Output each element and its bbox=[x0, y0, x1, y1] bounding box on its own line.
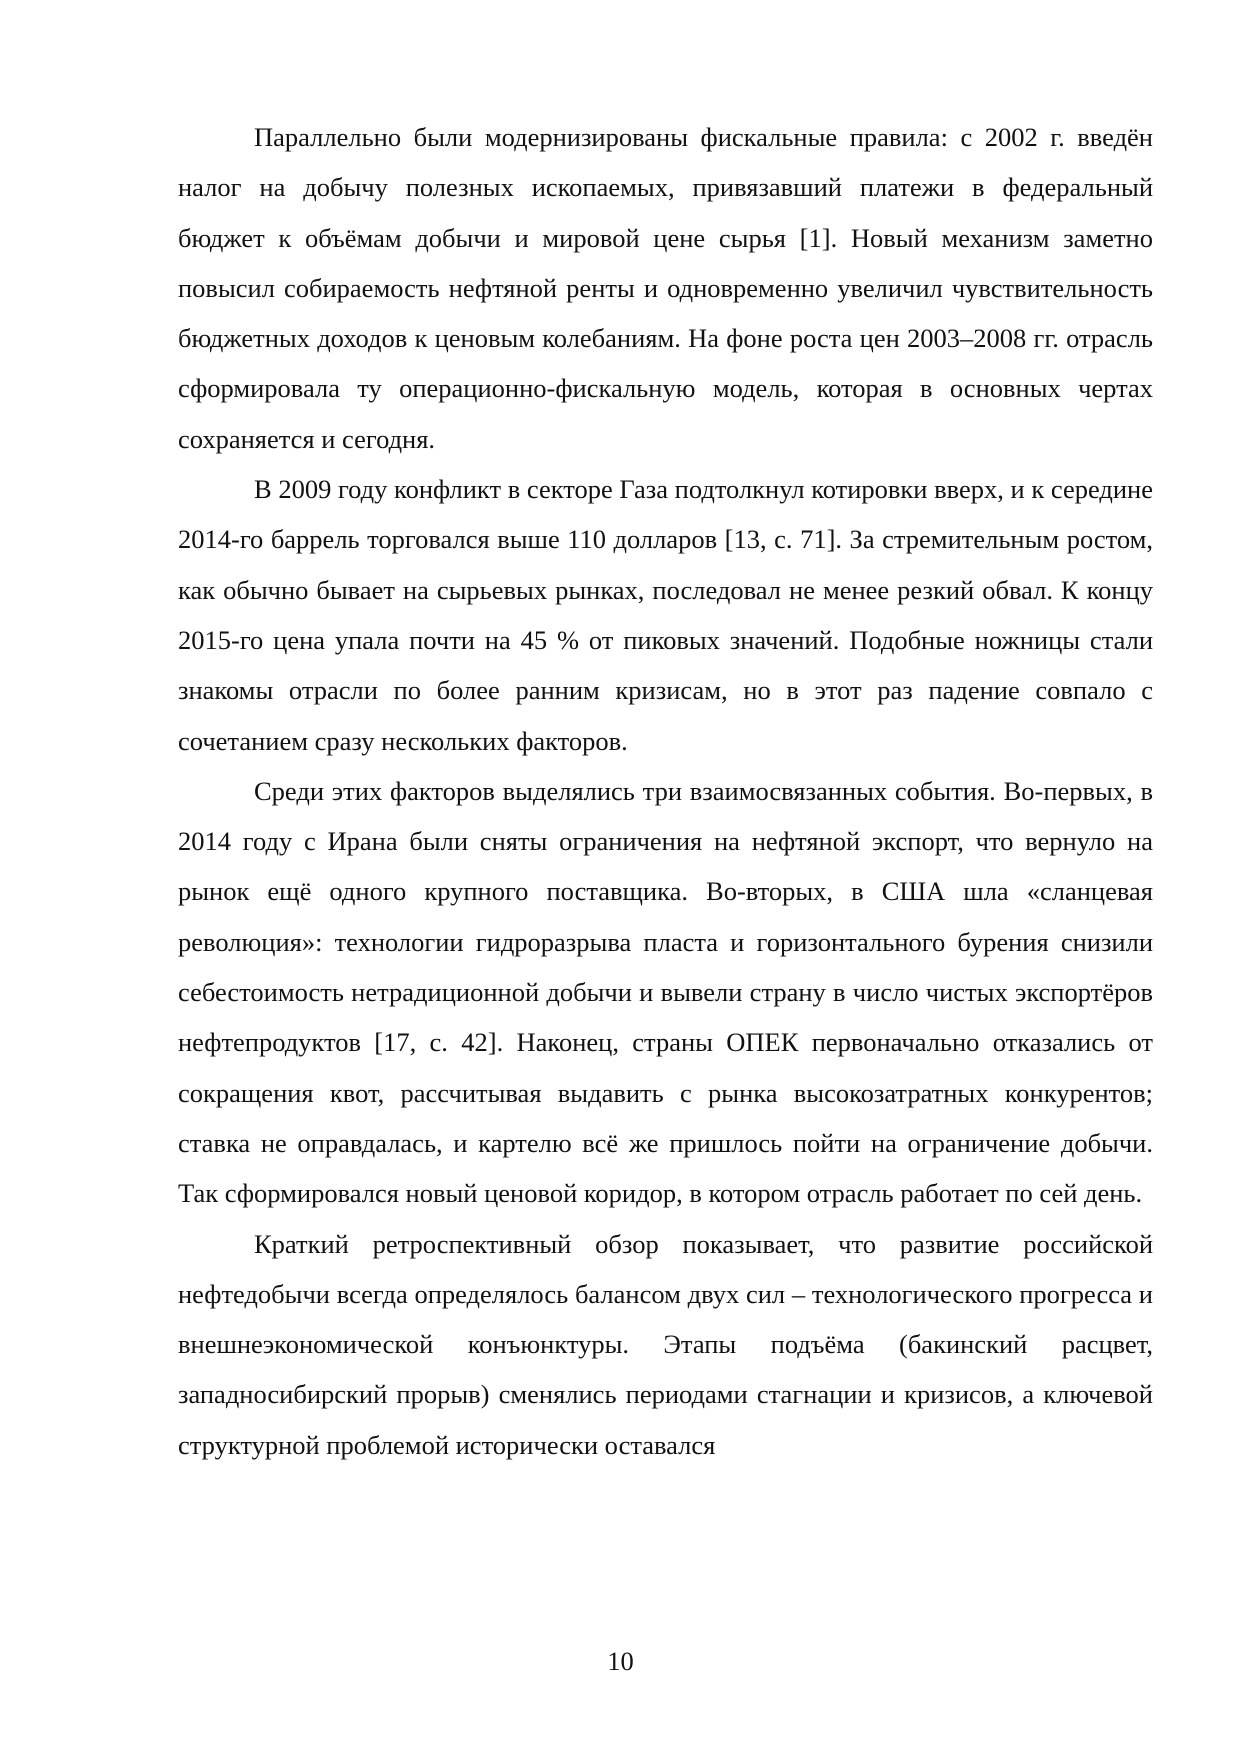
paragraph-price-collapse: В 2009 году конфликт в секторе Газа подтолкнул котировки вверх, и к середине 2014-го баррель торговался выше 110 долларов [13, с. 71]. За стремительным ростом, как обычно бывает на сырьевых рынках, последовал не менее резкий обвал. К концу 2015-го цена упала почти на 45 % от пиковых значений. Подобные ножницы стали знакомы отрасли по более ранним кризисам, но в этот раз падение совпало с сочетанием сразу нескольких факторов. bbox=[178, 474, 1153, 756]
text-body bbox=[178, 112, 1153, 1470]
page-number: 10 bbox=[607, 1646, 634, 1676]
paragraph-retrospective-summary: Краткий ретроспективный обзор показывает, что развитие российской нефтедобычи всегда определялось балансом двух сил – технологического прогресса и внешнеэкономической конъюнктуры. Этапы подъёма (бакинский расцвет, западносибирский прорыв) сменялись периодами стагнации и кризисов, а ключевой структурной проблемой исторически оставался bbox=[178, 1228, 1153, 1460]
paragraph-crisis-factors: Среди этих факторов выделялись три взаимосвязанных события. Во-первых, в 2014 году с Ирана были сняты ограничения на нефтяной экспорт, что вернуло на рынок ещё одного крупного поставщика. Во-вторых, в США шла «сланцевая революция»: технологии гидроразрыва пласта и горизонтального бурения снизили себестоимость нетрадиционной добычи и вывели страну в число чистых экспортёров нефтепродуктов [17, с. 42]. Наконец, страны ОПЕК первоначально отказались от сокращения квот, рассчитывая выдавить с рынка высокозатратных конкурентов; ставка не оправдалась, и картелю всё же пришлось пойти на ограничение добычи. Так сформировался новый ценовой коридор, в котором отрасль работает по сей день. bbox=[178, 775, 1153, 1209]
paragraph-fiscal-rules: Параллельно были модернизированы фискальные правила: с 2002 г. введён налог на добычу полезных ископаемых, привязавший платежи в федеральный бюджет к объёмам добычи и мировой цене сырья [1]. Новый механизм заметно повысил собираемость нефтяной ренты и одновременно увеличил чувствительность бюджетных доходов к ценовым колебаниям. На фоне роста цен 2003–2008 гг. отрасль сформировала ту операционно-фискальную модель, которая в основных чертах сохраняется и сегодня. bbox=[178, 122, 1153, 454]
